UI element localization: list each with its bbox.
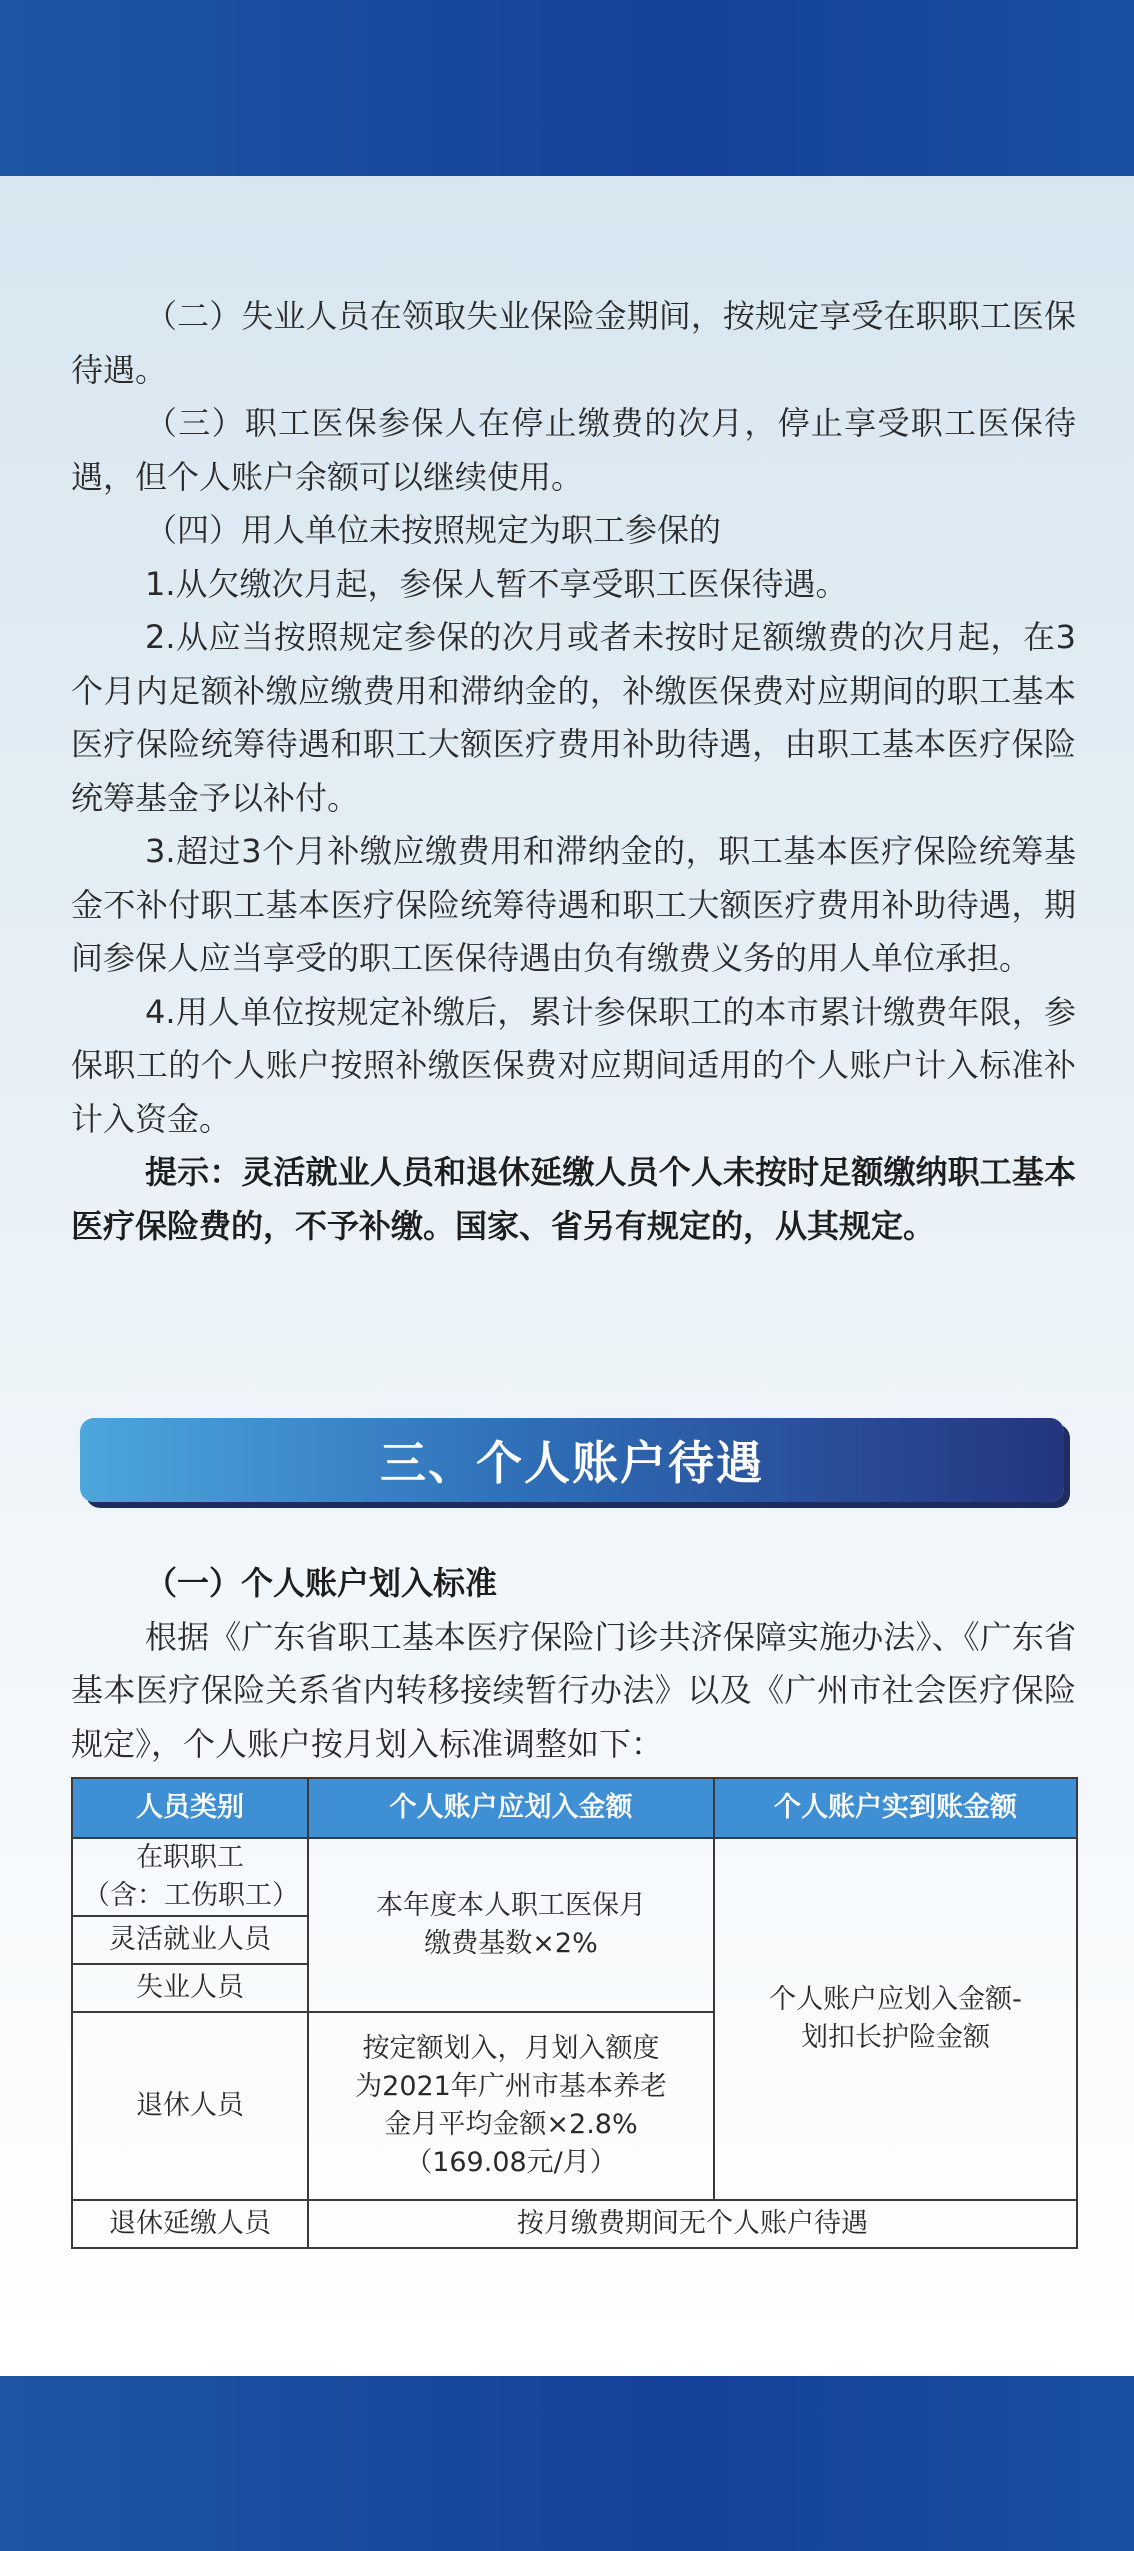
paragraph-item-2: 2.从应当按照规定参保的次月或者未按时足额缴费的次月起，在3个月内足额补缴应缴费用和滞纳金的，补缴医保费对应期间的职工基本医疗保险统筹待遇和职工大额医疗费用补助待遇，由职工基本医疗保险统筹基金予以补付。 <box>71 618 1076 817</box>
intro-paragraph: 根据《广东省职工基本医疗保险门诊共济保障实施办法》、《广东省基本医疗保险关系省内转移接续暂行办法》以及《广州市社会医疗保险规定》，个人账户按月划入标准调整如下： <box>71 1617 1076 1763</box>
actual-amount-cell: 个人账户应划入金额- 划扣长护险金额 <box>714 1838 1077 2200</box>
header-actual-amount: 个人账户实到账金额 <box>714 1778 1077 1838</box>
retired-amount-cell: 按定额划入，月划入额度 为2021年广州市基本养老 金月平均金额×2.8% （169.08元/月） <box>308 2012 714 2200</box>
header-should-amount: 个人账户应划入金额 <box>308 1778 714 1838</box>
section-header <box>80 1418 1064 1502</box>
bottom-banner <box>0 2376 1134 2551</box>
tip-paragraph: 提示：灵活就业人员和退休延缴人员个人未按时足额缴纳职工基本医疗保险费的，不予补缴。国家、省另有规定的，从其规定。 <box>71 1153 1076 1245</box>
top-banner <box>0 0 1134 176</box>
account-standard-table <box>71 1777 1078 2249</box>
table-header-row <box>72 1778 1077 1838</box>
paragraph-stop-payment: （三）职工医保参保人在停止缴费的次月，停止享受职工医保待遇，但个人账户余额可以继续使用。 <box>71 404 1076 496</box>
paragraph-unemployed: （二）失业人员在领取失业保险金期间，按规定享受在职职工医保待遇。 <box>71 297 1076 389</box>
header-category: 人员类别 <box>72 1778 308 1838</box>
subheading: （一）个人账户划入标准 <box>145 1564 498 1602</box>
category-deferred: 退休延缴人员 <box>72 2200 308 2248</box>
paragraph-item-4: 4.用人单位按规定补缴后，累计参保职工的本市累计缴费年限，参保职工的个人账户按照补缴医保费对应期间适用的个人账户计入标准补计入资金。 <box>71 992 1076 1138</box>
working-amount-cell: 本年度本人职工医保月 缴费基数×2% <box>308 1838 714 2012</box>
deferred-note-cell: 按月缴费期间无个人账户待遇 <box>308 2200 1077 2248</box>
table-row <box>72 2200 1077 2248</box>
paragraph-item-1: 1.从欠缴次月起，参保人暂不享受职工医保待遇。 <box>145 564 848 603</box>
account-text <box>71 1557 1076 1771</box>
category-unemployed: 失业人员 <box>72 1964 308 2012</box>
table-row <box>72 1838 1077 1916</box>
section-title: 三、个人账户待遇 <box>380 1436 764 1490</box>
policy-text <box>71 290 1076 1253</box>
category-in-service: 在职职工 （含：工伤职工） <box>72 1838 308 1916</box>
paragraph-employer-unpaid: （四）用人单位未按照规定为职工参保的 <box>145 511 722 549</box>
category-flexible: 灵活就业人员 <box>72 1916 308 1964</box>
paragraph-item-3: 3.超过3个月补缴应缴费用和滞纳金的，职工基本医疗保险统筹基金不补付职工基本医疗保险统筹待遇和职工大额医疗费用补助待遇，期间参保人应当享受的职工医保待遇由负有缴费义务的用人单位承担。 <box>71 832 1076 977</box>
category-retired: 退休人员 <box>72 2012 308 2200</box>
